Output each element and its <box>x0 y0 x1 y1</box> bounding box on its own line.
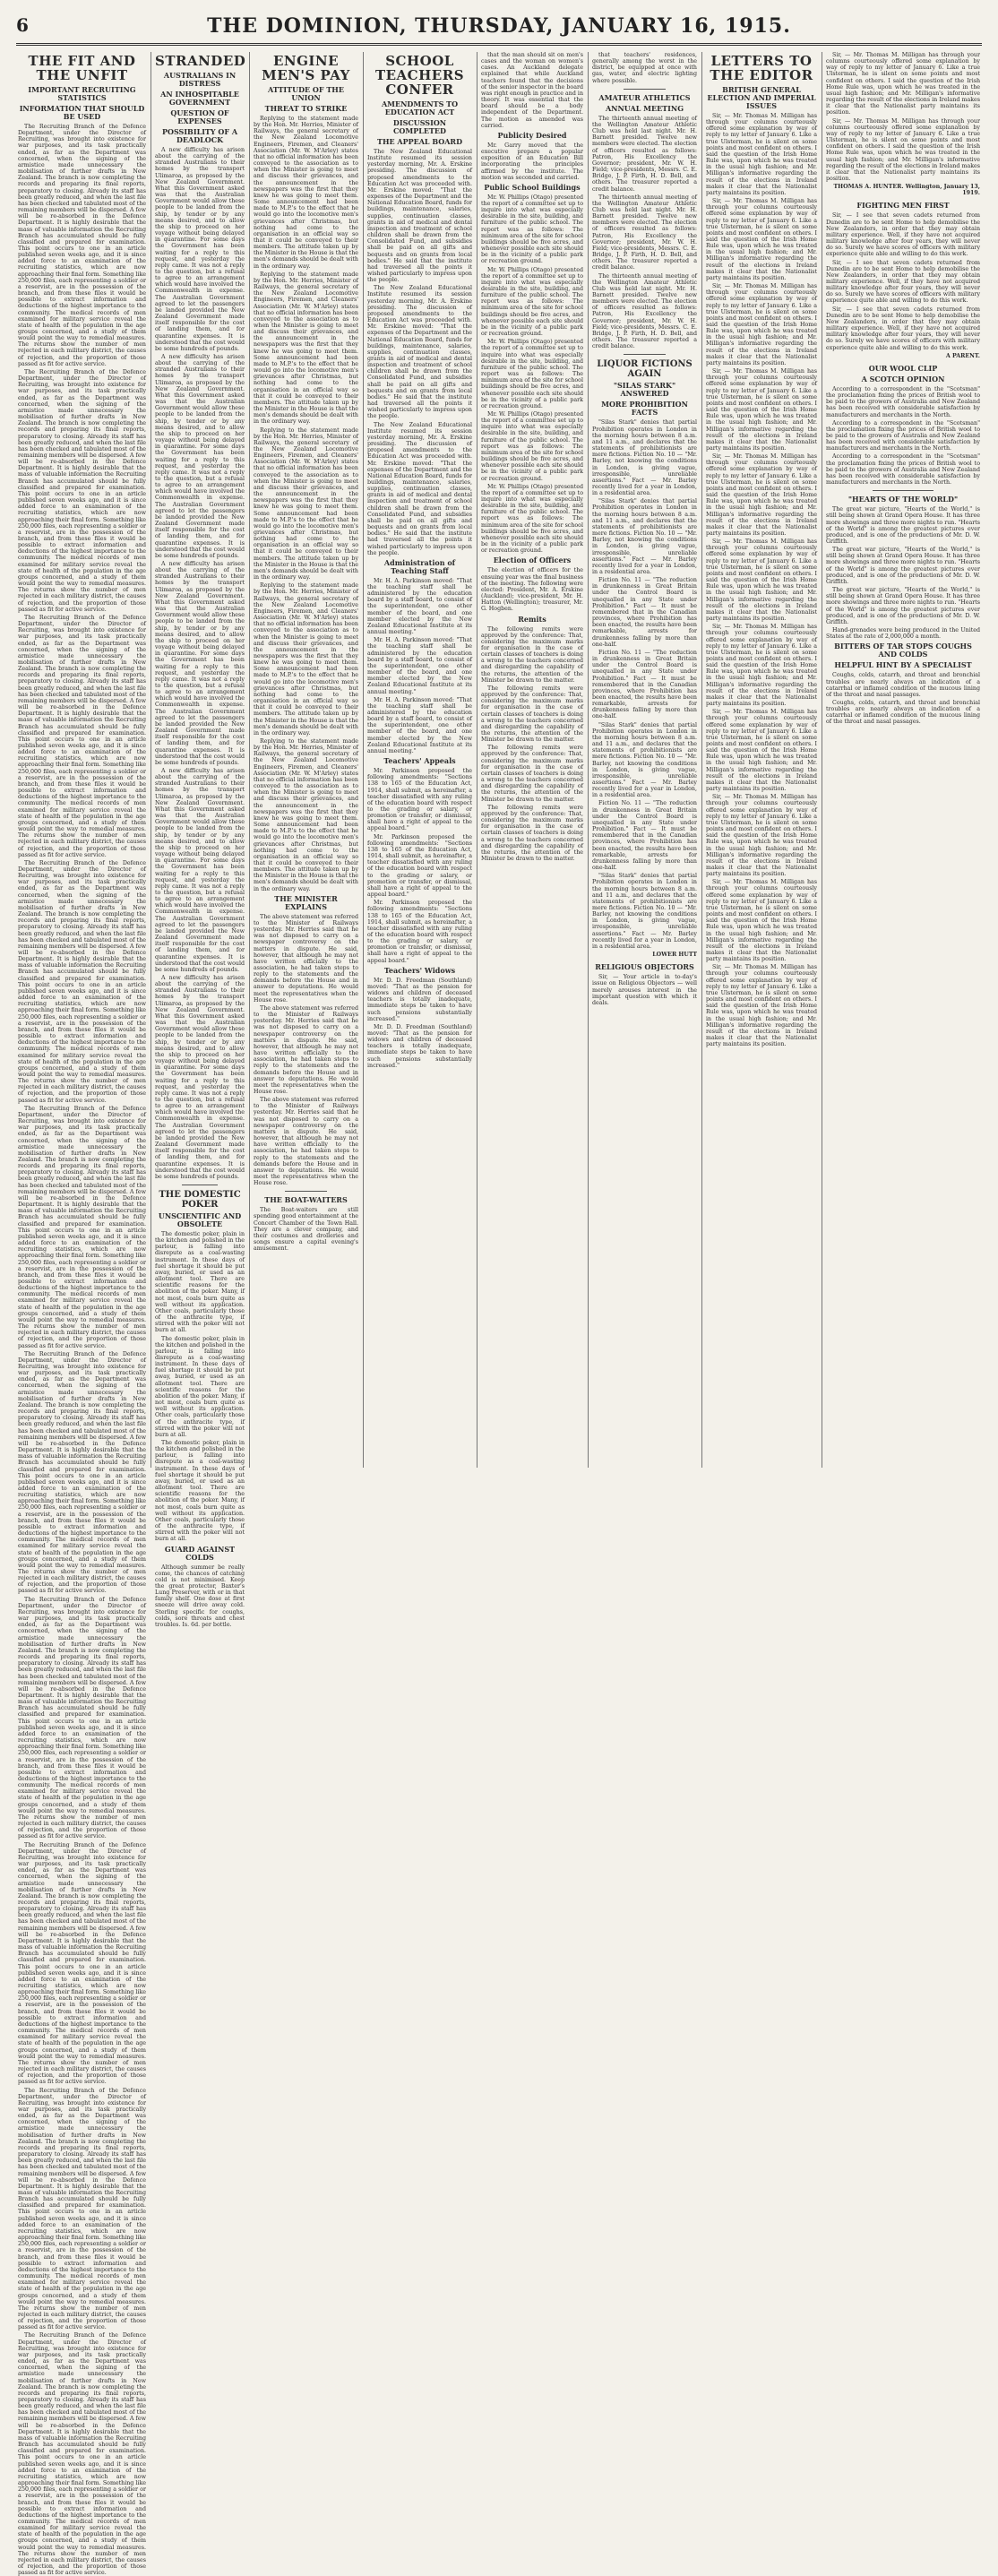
subheadline: BITTERS OF TAR STOPS COUGHS AND COLDS <box>834 642 972 659</box>
article-body: Coughs, colds, catarrh, and throat and bronchial troubles are nearly always an indication of a catarrhal or inflamed condition of the mucous lining of the throat and nasal passages. <box>826 672 980 698</box>
article-body: Mr. Parkinson proposed the following amendments: "Sections 138 to 165 of the Education Act, 1914, shall submit, as hereinafter, a teacher dissatisfied with any ruling of the education board with respect to the grading or salary, or promotion or transfer, or dismissal, shall have a right of appeal to the appeal board." <box>367 833 472 899</box>
column-rule <box>588 52 589 1468</box>
subheadline: AMATEUR ATHLETICS <box>598 92 691 102</box>
article-body: Sir, — Mr. Thomas M. Milligan has through your columns courteously offered some explanation by way of reply to my letter of January 6. Like a true Ulsterman, he is silent on some points and most confident on others. I said the question of the Irish Home Rule was, upon which he was treated in the usual high fashion; and Mr. Milligan's informative regarding the result of the elections in Ireland makes it clear that the Nationalist party maintains its position. <box>706 368 817 452</box>
article-body: "Silas Stark" denies that partial Prohibition operates in London in the morning hours between 8 a.m. and 11 a.m., and declares that the statements of prohibitionists are mere fictions. Fiction No. 10 — "Mr. Barley, not knowing the conditions in London, is giving vague, irresponsible, unreliable assertions." Fact — Mr. Barley recently lived for a year in London, in a residential area. <box>592 419 697 497</box>
article-body: Replying to the statement made by the Hon. Mr. Herries, Minister of Railways, the general secretary of the New Zealand Locomotive Engineers, Firemen, and Cleaners' Association (Mr. W. M'Arley) states that no official information has been conveyed to the association as to when the Minister is going to meet and discuss their grievances, and the announcement in the newspapers was the first that they knew he was going to meet them. Some announcement had been made to M.P.'s to the effect that he would go into the locomotive men's grievances after Christmas, but nothing had come to the organisation in an official way so that it could be conveyed to their members. The attitude taken up by the Minister in the House is that the men's demands should be dealt with in the ordinary way. <box>254 582 358 737</box>
article-body: A new difficulty has arisen about the carrying of the stranded Australians to their homes by the transport Ulimaroa, as proposed by the New Zealand Government. What this Government asked was that the Australian Government would allow these people to be landed from the ship, by tender or by any means desired, and to allow the ship to proceed on her voyage without being delayed in quarantine. For some days the Government has been waiting for a reply to this request, and yesterday the reply came. It was not a reply to the question, but a refusal to agree to an arrangement which would have involved the Commonwealth in expense. The Australian Government agreed to let the passengers be landed provided the New Zealand Government made itself responsible for the cost of landing them, and for quarantine expenses. It is understood that the cost would be some hundreds of pounds. <box>155 975 245 1180</box>
article-athletics-liquor <box>592 52 697 1468</box>
signature: LOWER HUTT <box>652 952 697 959</box>
article-body: Sir, — Mr. Thomas M. Milligan has through your columns courteously offered some explanation by way of reply to my letter of January 6. Like a true Ulsterman, he is silent on some points and most confident on others. I said the question of the Irish Home Rule was, upon which he was treated in the usual high fashion; and Mr. Milligan's informative regarding the result of the elections in Ireland makes it clear that the Nationalist party maintains its position. <box>706 964 817 1048</box>
letters-to-the-editor-2 <box>826 52 980 1468</box>
article-body: Replying to the statement made by the Hon. Mr. Herries, Minister of Railways, the general secretary of the New Zealand Locomotive Engineers, Firemen, and Cleaners' Association (Mr. W. M'Arley) states that no official information has been conveyed to the association as to when the Minister is going to meet and discuss their grievances, and the announcement in the newspapers was the first that they knew he was going to meet them. Some announcement had been made to M.P.'s to the effect that he would go into the locomotive men's grievances after Christmas, but nothing had come to the organisation in an official way so that it could be conveyed to their members. The attitude taken up by the Minister in the House is that the men's demands should be dealt with in the ordinary way. <box>254 738 358 892</box>
article-body: The following remits were approved by the conference: That, considering the maximum marks for organisation in the case of certain classes of teachers is doing a wrong to the teachers concerned and disregarding the capability of the returns, the attention of the Minister be drawn to the matter. <box>481 625 583 684</box>
article-body: Mr. W. Phillips (Otago) presented the report of a committee set up to inquire into what was especially desirable in the site, building, and furniture of the public school. The report was as follows: The minimum area of the site for school buildings should be five acres, and whenever possible each site should be in the vicinity of a public park or recreation ground. <box>481 266 583 338</box>
article-body: Sir, — Mr. Thomas M. Milligan has through your columns courteously offered some explanation by way of reply to my letter of January 6. Like a true Ulsterman, he is silent on some points and most confident on others. I said the question of the Irish Home Rule was, upon which he was treated in the usual high fashion; and Mr. Milligan's informative regarding the result of the elections in Ireland makes it clear that the Nationalist party maintains its position. <box>706 198 817 281</box>
article-body: Sir, — I see that seven cadets returned from Dunedin are to be sent Home to help demobilise the New Zealanders, in order that they may obtain military experience. Well, if they have not acquired military knowledge after four years, they will never do so. Surely we have scores of officers with military experience quite able and willing to do this work. <box>826 212 980 258</box>
article-body: Sir, — Mr. Thomas M. Milligan has through your columns courteously offered some explanation by way of reply to my letter of January 6. Like a true Ulsterman, he is silent on some points and most confident on others. I said the question of the Irish Home Rule was, upon which he was treated in the usual high fashion; and Mr. Milligan's informative regarding the result of the elections in Ireland makes it clear that the Nationalist party maintains its position. <box>826 52 980 116</box>
article-body: The great war picture, "Hearts of the World," is still being shown at Grand Opera House. It has three more showings and three more nights to run. "Hearts of the World" is among the greatest pictures ever produced, and is one of the productions of Mr. D. W. Griffith. <box>826 587 980 625</box>
headline: LETTERS TO THE EDITOR <box>710 53 813 83</box>
subheadline: Administration of Teaching Staff <box>383 557 456 575</box>
article-body: The New Zealand Educational Institute resumed its session yesterday morning, Mr. A. Erskine presiding. The discussion of proposed amendments to the Education Act was proceeded with. Mr. Erskine moved: "That the expenses of the Department and the National Education Board, funds for buildings, maintenance, salaries, supplies, continuation classes, grants in aid of medical and dental inspection and treatment of school children shall be drawn from the Consolidated Fund, and subsidies shall be paid on all gifts and bequests and on grants from local bodies." He said that the institute had traversed all the points it wished particularly to impress upon the people. <box>367 421 472 556</box>
article-body: Fiction No. 11 — "The reduction in drunkenness in Great Britain under the Control Board is unequalled in any State under Prohibition." Fact — It must be remembered that in the Canadian provinces, where Prohibition has been enacted, the results have been remarkable, arrests for drunkenness falling by more than one-half. <box>592 649 697 720</box>
article-body: Mr. Garry moved that the executive prepare a popular exposition of an Education Bill incorporating the principles affirmed by the institute. The motion was seconded and carried. <box>481 142 583 181</box>
subheadline: MORE PROHIBITION FACTS <box>601 400 688 418</box>
article-body: The Recruiting Branch of the Defence Department, under the Director of Recruiting, was brought into existence for war purposes, and its task practically ended, as far as the Department was concerned, when the signing of the armistice made unnecessary the mobilisation of further drafts in New Zealand. The branch is now completing the records and preparing its final reports, preparatory to closing. Already its staff has been greatly reduced, and when the last file has been checked and tabulated most of the remaining members will be dispersed. A few will be re-absorbed in the Defence Department. It is highly desirable that the mass of valuable information the Recruiting Branch has accumulated should be fully classified and prepared for examination. This point occurs to one in an article published seven weeks ago, and it is since added force to an examination of the recruiting statistics, which are now approaching their final form. Something like 250,000 files, each representing a soldier or a reservist, are in the possession of the branch, and from these files it would be possible to extract information and deductions of the highest importance to the community. The medical records of men examined for military service reveal the state of health of the population in the age groups concerned, and a study of them would point the way to remedial measures. The returns show the number of men rejected in each military district, the causes of rejection, and the proportion of those passed as fit for active service. <box>18 1105 146 1349</box>
article-stranded <box>155 52 246 1628</box>
subheadline: ANNUAL MEETING <box>605 103 684 113</box>
subheadline: THE BOAT-WAITERS <box>264 1195 348 1205</box>
subheadline: THE MINISTER EXPLAINS <box>274 893 338 911</box>
subheadline: THREAT TO STRIKE <box>264 104 348 113</box>
divider <box>624 89 666 90</box>
article-body: A new difficulty has arisen about the carrying of the stranded Australians to their homes by the transport Ulimaroa, as proposed by the New Zealand Government. What this Government asked was that the Australian Government would allow these people to be landed from the ship, by tender or by any means desired, and to allow the ship to proceed on her voyage without being delayed in quarantine. For some days the Government has been waiting for a reply to this request, and yesterday the reply came. It was not a reply to the question, but a refusal to agree to an arrangement which would have involved the Commonwealth in expense. The Australian Government agreed to let the passengers be landed provided the New Zealand Government made itself responsible for the cost of landing them, and for quarantine expenses. It is understood that the cost would be some hundreds of pounds. <box>155 561 245 766</box>
article-body: Hand-grenades were being produced in the United States at the rate of 2,000,000 a month. <box>826 627 980 641</box>
article-body: The Boat-waiters are still spending good entertainment at the Concert Chamber of the Town Hall. They are a clever company, and their costumes and drolleries and songs ensure a capital evening's amusement. <box>254 1207 358 1253</box>
subheadline: Public School Buildings <box>484 182 581 192</box>
divider <box>624 354 666 355</box>
article-body: Coughs, colds, catarrh, and throat and bronchial troubles are nearly always an indication of a catarrhal or inflamed condition of the mucous lining of the throat and nasal passages. <box>826 699 980 726</box>
subheadline: "SILAS STARK" ANSWERED <box>613 381 676 399</box>
article-body: The thirteenth annual meeting of the Wellington Amateur Athletic Club was held last night. Mr. H. Barnett presided. Twelve new members were elected. The election of officers resulted as follows: Patron, His Excellency the Governor; president, Mr. W. H. Field; vice-presidents, Messrs. C. E. Bridge, J. P. Firth, H. D. Bell, and others. The treasurer reported a credit balance. <box>592 272 697 350</box>
article-body: The Recruiting Branch of the Defence Department, under the Director of Recruiting, was brought into existence for war purposes, and its task practically ended, as far as the Department was concerned, when the signing of the armistice made unnecessary the mobilisation of further drafts in New Zealand. The branch is now completing the records and preparing its final reports, preparatory to closing. Already its staff has been greatly reduced, and when the last file has been checked and tabulated most of the remaining members will be dispersed. A few will be re-absorbed in the Defence Department. It is highly desirable that the mass of valuable information the Recruiting Branch has accumulated should be fully classified and prepared for examination. This point occurs to one in an article published seven weeks ago, and it is since added force to an examination of the recruiting statistics, which are now approaching their final form. Something like 250,000 files, each representing a soldier or a reservist, are in the possession of the branch, and from these files it would be possible to extract information and deductions of the highest importance to the community. The medical records of men examined for military service reveal the state of health of the population in the age groups concerned, and a study of them would point the way to remedial measures. The returns show the number of men rejected in each military district, the causes of rejection, and the proportion of those passed as fit for active service. <box>18 2087 146 2331</box>
subheadline: QUESTION OF EXPENSES <box>170 108 229 125</box>
signature: THOMAS A. HUNTER. Wellington, January 13, 1919. <box>833 184 980 197</box>
article-body: Sir, — Mr. Thomas M. Milligan has through your columns courteously offered some explanation by way of reply to my letter of January 6. Like a true Ulsterman, he is silent on some points and most confident on others. I said the question of the Irish Home Rule was, upon which he was treated in the usual high fashion; and Mr. Milligan's informative regarding the result of the elections in Ireland makes it clear that the Nationalist party maintains its position. <box>706 538 817 623</box>
subheadline: THE DOMESTIC POKER <box>159 1190 241 1210</box>
article-body: The New Zealand Educational Institute resumed its session yesterday morning, Mr. A. Erskine presiding. The discussion of proposed amendments to the Education Act was proceeded with. Mr. Erskine moved: "That the expenses of the Department and the National Education Board, funds for buildings, maintenance, salaries, supplies, continuation classes, grants in aid of medical and dental inspection and treatment of school children shall be drawn from the Consolidated Fund, and subsidies shall be paid on all gifts and bequests and on grants from local bodies." He said that the institute had traversed all the points it wished particularly to impress upon the people. <box>367 285 472 420</box>
article-body: The following remits were approved by the conference: That, considering the maximum marks for organisation in the case of certain classes of teachers is doing a wrong to the teachers concerned and disregarding the capability of the returns, the attention of the Minister be drawn to the matter. <box>481 685 583 744</box>
article-body: Sir, — I see that seven cadets returned from Dunedin are to be sent Home to help demobilise the New Zealanders, in order that they may obtain military experience. Well, if they have not acquired military knowledge after four years, they will never do so. Surely we have scores of officers with military experience quite able and willing to do this work. <box>826 306 980 351</box>
column-rule <box>363 52 364 1468</box>
subheadline: THE APPEAL BOARD <box>376 137 463 146</box>
subheadline: IMPORTANT RECRUITING STATISTICS <box>28 85 136 102</box>
subheadline: GUARD AGAINST COLDS <box>164 1544 236 1562</box>
article-body: The above statement was referred to the Minister of Railways yesterday. Mr. Herries said that he was not disposed to carry on a newspaper controversy on the matters in dispute. He said, however, that although he may not have written officially to the association, he had taken steps to reply to the statements and the demands before the House and in answer to deputations. He would meet the representatives when the House rose. <box>254 1004 358 1095</box>
article-body: Mr. W. Phillips (Otago) presented the report of a committee set up to inquire into what was especially desirable in the site, building, and furniture of the public school. The report was as follows: The minimum area of the site for school buildings should be five acres, and whenever possible each site should be in the vicinity of a public park or recreation ground. <box>481 410 583 482</box>
article-body: Mr. W. Phillips (Otago) presented the report of a committee set up to inquire into what was especially desirable in the site, building, and furniture of the public school. The report was as follows: The minimum area of the site for school buildings should be five acres, and whenever possible each site should be in the vicinity of a public park or recreation ground. <box>481 483 583 555</box>
article-body: The Recruiting Branch of the Defence Department, under the Director of Recruiting, was brought into existence for war purposes, and its task practically ended, as far as the Department was concerned, when the signing of the armistice made unnecessary the mobilisation of further drafts in New Zealand. The branch is now completing the records and preparing its final reports, preparatory to closing. Already its staff has been greatly reduced, and when the last file has been checked and tabulated most of the remaining members will be dispersed. A few will be re-absorbed in the Defence Department. It is highly desirable that the mass of valuable information the Recruiting Branch has accumulated should be fully classified and prepared for examination. This point occurs to one in an article published seven weeks ago, and it is since added force to an examination of the recruiting statistics, which are now approaching their final form. Something like 250,000 files, each representing a soldier or a reservist, are in the possession of the branch, and from these files it would be possible to extract information and deductions of the highest importance to the community. The medical records of men examined for military service reveal the state of health of the population in the age groups concerned, and a study of them would point the way to remedial measures. The returns show the number of men rejected in each military district, the causes of rejection, and the proportion of those passed as fit for active service. <box>18 859 146 1104</box>
article-body: A new difficulty has arisen about the carrying of the stranded Australians to their homes by the transport Ulimaroa, as proposed by the New Zealand Government. What this Government asked was that the Australian Government would allow these people to be landed from the ship, by tender or by any means desired, and to allow the ship to proceed on her voyage without being delayed in quarantine. For some days the Government has been waiting for a reply to this request, and yesterday the reply came. It was not a reply to the question, but a refusal to agree to an arrangement which would have involved the Commonwealth in expense. The Australian Government agreed to let the passengers be landed provided the New Zealand Government made itself responsible for the cost of landing them, and for quarantine expenses. It is understood that the cost would be some hundreds of pounds. <box>155 147 245 352</box>
article-body: Sir, — I see that seven cadets returned from Dunedin are to be sent Home to help demobilise the New Zealanders, in order that they may obtain military experience. Well, if they have not acquired military knowledge after four years, they will never do so. Surely we have scores of officers with military experience quite able and willing to do this work. <box>826 259 980 305</box>
subheadline: FIGHTING MEN FIRST <box>856 201 950 211</box>
headline: THE FIT AND THE UNFIT <box>28 53 136 83</box>
article-body: The Recruiting Branch of the Defence Department, under the Director of Recruiting, was brought into existence for war purposes, and its task practically ended, as far as the Department was concerned, when the signing of the armistice made unnecessary the mobilisation of further drafts in New Zealand. The branch is now completing the records and preparing its final reports, preparatory to closing. Already its staff has been greatly reduced, and when the last file has been checked and tabulated most of the remaining members will be dispersed. A few will be re-absorbed in the Defence Department. It is highly desirable that the mass of valuable information the Recruiting Branch has accumulated should be fully classified and prepared for examination. This point occurs to one in an article published seven weeks ago, and it is since added force to an examination of the recruiting statistics, which are now approaching their final form. Something like 250,000 files, each representing a soldier or a reservist, are in the possession of the branch, and from these files it would be possible to extract information and deductions of the highest importance to the community. The medical records of men examined for military service reveal the state of health of the population in the age groups concerned, and a study of them would point the way to remedial measures. The returns show the number of men rejected in each military district, the causes of rejection, and the proportion of those passed as fit for active service. <box>18 2332 146 2576</box>
article-body: Mr. H. A. Parkinson moved: "That the teaching staff shall be administered by the education board by a staff board, to consist of the superintendent, one other member of the board, and one member elected by the New Zealand Educational Institute at its annual meeting." <box>367 637 472 695</box>
article-body: The thirteenth annual meeting of the Wellington Amateur Athletic Club was held last night. Mr. H. Barnett presided. Twelve new members were elected. The election of officers resulted as follows: Patron, His Excellency the Governor; president, Mr. W. H. Field; vice-presidents, Messrs. C. E. Bridge, J. P. Firth, H. D. Bell, and others. The treasurer reported a credit balance. <box>592 194 697 271</box>
article-body: Sir, — Mr. Thomas M. Milligan has through your columns courteously offered some explanation by way of reply to my letter of January 6. Like a true Ulsterman, he is silent on some points and most confident on others. I said the question of the Irish Home Rule was, upon which he was treated in the usual high fashion; and Mr. Milligan's informative regarding the result of the elections in Ireland makes it clear that the Nationalist party maintains its position. <box>706 283 817 366</box>
subheadline: INFORMATION THAT SHOULD BE USED <box>19 104 145 121</box>
article-body: that the man should sit on men's cases and the woman on women's cases. An Auckland delegate explained that while Auckland teachers found that the decisions of the senior inspector in the board was right enough in practice and in theory. It was essential that the board should be a body independent of the Department. The motion as amended was carried. <box>481 52 583 129</box>
newspaper-title: THE DOMINION, THURSDAY, JANUARY 16, 1915. <box>207 14 791 38</box>
signature: A PARENT. <box>945 352 980 359</box>
article-body: Sir, — Mr. Thomas M. Milligan has through your columns courteously offered some explanation by way of reply to my letter of January 6. Like a true Ulsterman, he is silent on some points and most confident on others. I said the question of the Irish Home Rule was, upon which he was treated in the usual high fashion; and Mr. Milligan's informative regarding the result of the elections in Ireland makes it clear that the Nationalist party maintains its position. <box>706 624 817 708</box>
article-body: Sir, — Mr. Thomas M. Milligan has through your columns courteously offered some explanation by way of reply to my letter of January 6. Like a true Ulsterman, he is silent on some points and most confident on others. I said the question of the Irish Home Rule was, upon which he was treated in the usual high fashion; and Mr. Milligan's informative regarding the result of the elections in Ireland makes it clear that the Nationalist party maintains its position. <box>706 879 817 963</box>
article-body: Replying to the statement made by the Hon. Mr. Herries, Minister of Railways, the general secretary of the New Zealand Locomotive Engineers, Firemen, and Cleaners' Association (Mr. W. M'Arley) states that no official information has been conveyed to the association as to when the Minister is going to meet and discuss their grievances, and the announcement in the newspapers was the first that they knew he was going to meet them. Some announcement had been made to M.P.'s to the effect that he would go into the locomotive men's grievances after Christmas, but nothing had come to the organisation in an official way so that it could be conveyed to their members. The attitude taken up by the Minister in the House is that the men's demands should be dealt with in the ordinary way. <box>254 116 358 270</box>
subheadline: Remits <box>518 614 546 624</box>
article-body: The above statement was referred to the Minister of Railways yesterday. Mr. Herries said that he was not disposed to carry on a newspaper controversy on the matters in dispute. He said, however, that although he may not have written officially to the association, he had taken steps to reply to the statements and the demands before the House and in answer to deputations. He would meet the representatives when the House rose. <box>254 1097 358 1187</box>
article-body: The above statement was referred to the Minister of Railways yesterday. Mr. Herries said that he was not disposed to carry on a newspaper controversy on the matters in dispute. He said, however, that although he may not have written officially to the association, he had taken steps to reply to the statements and the demands before the House and in answer to deputations. He would meet the representatives when the House rose. <box>254 913 358 1004</box>
article-body: The election of officers for the ensuing year was the final business of the meeting. The following were elected: President, Mr. A. Erskine (Auckland); vice-president, Mr. H. Hatton (Wellington); treasurer, Mr. G. Hogben. <box>481 567 583 613</box>
article-body: that teachers' residences, generally among the worst in the district, be equipped at once with gas, water, and electric lighting where possible. <box>592 52 697 84</box>
divider <box>873 490 934 491</box>
article-body: "Silas Stark" denies that partial Prohibition operates in London in the morning hours between 8 a.m. and 11 a.m., and declares that the statements of prohibitionists are mere fictions. Fiction No. 10 — "Mr. Barley, not knowing the conditions in London, is giving vague, irresponsible, unreliable assertions." Fact — Mr. Barley recently lived for a year in London, in a residential area. <box>592 721 697 799</box>
article-body: Mr. D. D. Freedman (Southland) moved: "That as the pension for widows and children of deceased teachers is totally inadequate, immediate steps be taken to have such pensions substantially increased." <box>367 1023 472 1069</box>
headline: STRANDED <box>155 53 246 69</box>
article-body: Mr. W. Phillips (Otago) presented the report of a committee set up to inquire into what was especially desirable in the site, building, and furniture of the public school. The report was as follows: The minimum area of the site for school buildings should be five acres, and whenever possible each site should be in the vicinity of a public park or recreation ground. <box>481 339 583 409</box>
subheadline: BRITISH GENERAL ELECTION AND IMPERIAL ISSUES <box>707 85 816 110</box>
article-body: The following remits were approved by the conference: That, considering the maximum marks for organisation in the case of certain classes of teachers is doing a wrong to the teachers concerned and disregarding the capability of the returns, the attention of the Minister be drawn to the matter. <box>481 804 583 862</box>
article-body: Fiction No. 11 — "The reduction in drunkenness in Great Britain under the Control Board is unequalled in any State under Prohibition." Fact — It must be remembered that in the Canadian provinces, where Prohibition has been enacted, the results have been remarkable, arrests for drunkenness falling by more than one-half. <box>592 577 697 648</box>
subheadline: Publicity Desired <box>497 130 567 140</box>
article-body: The Recruiting Branch of the Defence Department, under the Director of Recruiting, was brought into existence for war purposes, and its task practically ended, as far as the Department was concerned, when the signing of the armistice made unnecessary the mobilisation of further drafts in New Zealand. The branch is now completing the records and preparing its final reports, preparatory to closing. Already its staff has been greatly reduced, and when the last file has been checked and tabulated most of the remaining members will be dispersed. A few will be re-absorbed in the Defence Department. It is highly desirable that the mass of valuable information the Recruiting Branch has accumulated should be fully classified and prepared for examination. This point occurs to one in an article published seven weeks ago, and it is since added force to an examination of the recruiting statistics, which are now approaching their final form. Something like 250,000 files, each representing a soldier or a reservist, are in the possession of the branch, and from these files it would be possible to extract information and deductions of the highest importance to the community. The medical records of men examined for military service reveal the state of health of the population in the age groups concerned, and a study of them would point the way to remedial measures. The returns show the number of men rejected in each military district, the causes of rejection, and the proportion of those passed as fit for active service. <box>18 1841 146 2086</box>
subheadline: Teachers' Appeals <box>383 756 456 766</box>
subheadline: AN INHOSPITABLE GOVERNMENT <box>160 90 239 107</box>
subheadline: "HEARTS OF THE WORLD" <box>847 495 959 504</box>
subheadline: Election of Officers <box>493 556 572 565</box>
article-body: Mr. H. A. Parkinson moved: "That the teaching staff shall be administered by the education board by a staff board, to consist of the superintendent, one other member of the board, and one member elected by the New Zealand Educational Institute at its annual meeting." <box>367 577 472 636</box>
article-fit-and-unfit <box>18 52 146 2576</box>
article-body: The domestic poker, plain in the kitchen and polished in the parlour, is falling into disrepute as a coal-wasting instrument. In these days of fuel shortage it should be put away, buried, or used as an allotment tool. There are scientific reasons for the abolition of the poker. Many, if not most, coals burn quite as well without its application. Other coals, particularly those of the anthracite type, if stirred with the poker will not burn at all. <box>155 1335 245 1438</box>
article-body: The New Zealand Educational Institute resumed its session yesterday morning, Mr. A. Erskine presiding. The discussion of proposed amendments to the Education Act was proceeded with. Mr. Erskine moved: "That the expenses of the Department and the National Education Board, funds for buildings, maintenance, salaries, supplies, continuation classes, grants in aid of medical and dental inspection and treatment of school children shall be drawn from the Consolidated Fund, and subsidies shall be paid on all gifts and bequests and on grants from local bodies." He said that the institute had traversed all the points it wished particularly to impress upon the people. <box>367 149 472 284</box>
subheadline: UNSCIENTIFIC AND OBSOLETE <box>158 1211 242 1228</box>
article-body: The Recruiting Branch of the Defence Department, under the Director of Recruiting, was brought into existence for war purposes, and its task practically ended, as far as the Department was concerned, when the signing of the armistice made unnecessary the mobilisation of further drafts in New Zealand. The branch is now completing the records and preparing its final reports, preparatory to closing. Already its staff has been greatly reduced, and when the last file has been checked and tabulated most of the remaining members will be dispersed. A few will be re-absorbed in the Defence Department. It is highly desirable that the mass of valuable information the Recruiting Branch has accumulated should be fully classified and prepared for examination. This point occurs to one in an article published seven weeks ago, and it is since added force to an examination of the recruiting statistics, which are now approaching their final form. Something like 250,000 files, each representing a soldier or a reservist, are in the possession of the branch, and from these files it would be possible to extract information and deductions of the highest importance to the community. The medical records of men examined for military service reveal the state of health of the population in the age groups concerned, and a study of them would point the way to remedial measures. The returns show the number of men rejected in each military district, the causes of rejection, and the proportion of those passed as fit for active service. <box>18 124 146 367</box>
article-body: Mr. H. A. Parkinson moved: "That the teaching staff shall be administered by the education board by a staff board, to consist of the superintendent, one other member of the board, and one member elected by the New Zealand Educational Institute at its annual meeting." <box>367 696 472 754</box>
article-body: The Recruiting Branch of the Defence Department, under the Director of Recruiting, was brought into existence for war purposes, and its task practically ended, as far as the Department was concerned, when the signing of the armistice made unnecessary the mobilisation of further drafts in New Zealand. The branch is now completing the records and preparing its final reports, preparatory to closing. Already its staff has been greatly reduced, and when the last file has been checked and tabulated most of the remaining members will be dispersed. A few will be re-absorbed in the Defence Department. It is highly desirable that the mass of valuable information the Recruiting Branch has accumulated should be fully classified and prepared for examination. This point occurs to one in an article published seven weeks ago, and it is since added force to an examination of the recruiting statistics, which are now approaching their final form. Something like 250,000 files, each representing a soldier or a reservist, are in the possession of the branch, and from these files it would be possible to extract information and deductions of the highest importance to the community. The medical records of men examined for military service reveal the state of health of the population in the age groups concerned, and a study of them would point the way to remedial measures. The returns show the number of men rejected in each military district, the causes of rejection, and the proportion of those passed as fit for active service. <box>18 368 146 613</box>
article-body: Fiction No. 11 — "The reduction in drunkenness in Great Britain under the Control Board is unequalled in any State under Prohibition." Fact — It must be remembered that in the Canadian provinces, where Prohibition has been enacted, the results have been remarkable, arrests for drunkenness falling by more than one-half. <box>592 800 697 872</box>
advertisement: Although summer be really come, the chances of catching cold is not minimised. Keep the great protector, Baxter's Lung Preserver, with or in that family shelf. One dose at first sneeze will drive away cold. Sterling specific for coughs, colds, sore throats and chest troubles. Is. 6d. per bottle. <box>155 1564 245 1628</box>
subheadline: ATTITUDE OF THE UNION <box>268 85 344 102</box>
article-body: A new difficulty has arisen about the carrying of the stranded Australians to their homes by the transport Ulimaroa, as proposed by the New Zealand Government. What this Government asked was that the Australian Government would allow these people to be landed from the ship, by tender or by any means desired, and to allow the ship to proceed on her voyage without being delayed in quarantine. For some days the Government has been waiting for a reply to this request, and yesterday the reply came. It was not a reply to the question, but a refusal to agree to an arrangement which would have involved the Commonwealth in expense. The Australian Government agreed to let the passengers be landed provided the New Zealand Government made itself responsible for the cost of landing them, and for quarantine expenses. It is understood that the cost would be some hundreds of pounds. <box>155 768 245 973</box>
article-engine-mens-pay <box>254 52 358 1468</box>
article-body: The following remits were approved by the conference: That, considering the maximum marks for organisation in the case of certain classes of teachers is doing a wrong to the teachers concerned and disregarding the capability of the returns, the attention of the Minister be drawn to the matter. <box>481 745 583 803</box>
article-body: According to a correspondent in the "Scotsman" the proclamation fixing the prices of British wool to be paid to the growers of Australia and New Zealand has been received with considerable satisfaction by manufacturers and merchants in the North. <box>826 453 980 487</box>
subheadline: HELPFUL HINT BY A SPECIALIST <box>834 660 972 670</box>
article-body: "Silas Stark" denies that partial Prohibition operates in London in the morning hours between 8 a.m. and 11 a.m., and declares that the statements of prohibitionists are mere fictions. Fiction No. 10 — "Mr. Barley, not knowing the conditions in London, is giving vague, irresponsible, unreliable assertions." Fact — Mr. Barley recently lived for a year in London, in a residential area. <box>592 873 697 950</box>
divider <box>285 1191 327 1192</box>
article-body: According to a correspondent in the "Scotsman" the proclamation fixing the prices of British wool to be paid to the growers of Australia and New Zealand has been received with considerable satisfaction by manufacturers and merchants in the North. <box>826 385 980 418</box>
article-body: According to a correspondent in the "Scotsman" the proclamation fixing the prices of British wool to be paid to the growers of Australia and New Zealand has been received with considerable satisfaction by manufacturers and merchants in the North. <box>826 419 980 452</box>
subheadline: POSSIBILITY OF A DEADLOCK <box>161 127 238 144</box>
article-body: The domestic poker, plain in the kitchen and polished in the parlour, is falling into disrepute as a coal-wasting instrument. In these days of fuel shortage it should be put away, buried, or used as an allotment tool. There are scientific reasons for the abolition of the poker. Many, if not most, coals burn quite as well without its application. Other coals, particularly those of the anthracite type, if stirred with the poker will not burn at all. <box>155 1231 245 1334</box>
article-body: Sir, — Mr. Thomas M. Milligan has through your columns courteously offered some explanation by way of reply to my letter of January 6. Like a true Ulsterman, he is silent on some points and most confident on others. I said the question of the Irish Home Rule was, upon which he was treated in the usual high fashion; and Mr. Milligan's informative regarding the result of the elections in Ireland makes it clear that the Nationalist party maintains its position. <box>706 453 817 537</box>
subheadline: AMENDMENTS TO EDUCATION ACT <box>381 99 459 116</box>
column-rule <box>701 52 702 1468</box>
subheadline: AUSTRALIANS IN DISTRESS <box>163 71 237 88</box>
article-body: A new difficulty has arisen about the carrying of the stranded Australians to their homes by the transport Ulimaroa, as proposed by the New Zealand Government. What this Government asked was that the Australian Government would allow these people to be landed from the ship, by tender or by any means desired, and to allow the ship to proceed on her voyage without being delayed in quarantine. For some days the Government has been waiting for a reply to this request, and yesterday the reply came. It was not a reply to the question, but a refusal to agree to an arrangement which would have involved the Commonwealth in expense. The Australian Government agreed to let the passengers be landed provided the New Zealand Government made itself responsible for the cost of landing them, and for quarantine expenses. It is understood that the cost would be some hundreds of pounds. <box>155 354 245 559</box>
article-body: The Recruiting Branch of the Defence Department, under the Director of Recruiting, was brought into existence for war purposes, and its task practically ended, as far as the Department was concerned, when the signing of the armistice made unnecessary the mobilisation of further drafts in New Zealand. The branch is now completing the records and preparing its final reports, preparatory to closing. Already its staff has been greatly reduced, and when the last file has been checked and tabulated most of the remaining members will be dispersed. A few will be re-absorbed in the Defence Department. It is highly desirable that the mass of valuable information the Recruiting Branch has accumulated should be fully classified and prepared for examination. This point occurs to one in an article published seven weeks ago, and it is since added force to an examination of the recruiting statistics, which are now approaching their final form. Something like 250,000 files, each representing a soldier or a reservist, are in the possession of the branch, and from these files it would be possible to extract information and deductions of the highest importance to the community. The medical records of men examined for military service reveal the state of health of the population in the age groups concerned, and a study of them would point the way to remedial measures. The returns show the number of men rejected in each military district, the causes of rejection, and the proportion of those passed as fit for active service. <box>18 1596 146 1840</box>
masthead <box>16 13 982 46</box>
article-body: The great war picture, "Hearts of the World," is still being shown at Grand Opera House. It has three more showings and three more nights to run. "Hearts of the World" is among the greatest pictures ever produced, and is one of the productions of Mr. D. W. Griffith. <box>826 547 980 585</box>
subheadline: RELIGIOUS OBJECTORS <box>595 962 694 972</box>
article-body: The domestic poker, plain in the kitchen and polished in the parlour, is falling into disrepute as a coal-wasting instrument. In these days of fuel shortage it should be put away, buried, or used as an allotment tool. There are scientific reasons for the abolition of the poker. Many, if not most, coals burn quite as well without its application. Other coals, particularly those of the anthracite type, if stirred with the poker will not burn at all. <box>155 1440 245 1543</box>
article-body: The thirteenth annual meeting of the Wellington Amateur Athletic Club was held last night. Mr. H. Barnett presided. Twelve new members were elected. The election of officers resulted as follows: Patron, His Excellency the Governor; president, Mr. W. H. Field; vice-presidents, Messrs. C. E. Bridge, J. P. Firth, H. D. Bell, and others. The treasurer reported a credit balance. <box>592 115 697 193</box>
article-body: Replying to the statement made by the Hon. Mr. Herries, Minister of Railways, the general secretary of the New Zealand Locomotive Engineers, Firemen, and Cleaners' Association (Mr. W. M'Arley) states that no official information has been conveyed to the association as to when the Minister is going to meet and discuss their grievances, and the announcement in the newspapers was the first that they knew he was going to meet them. Some announcement had been made to M.P.'s to the effect that he would go into the locomotive men's grievances after Christmas, but nothing had come to the organisation in an official way so that it could be conveyed to their members. The attitude taken up by the Minister in the House is that the men's demands should be dealt with in the ordinary way. <box>254 271 358 426</box>
page-number: 6 <box>16 14 29 36</box>
subheadline: Teachers' Widows <box>383 965 456 975</box>
subheadline: DISCUSSION COMPLETED <box>392 118 447 135</box>
article-school-teachers-cont <box>481 52 583 1468</box>
article-body: Sir, — Mr. Thomas M. Milligan has through your columns courteously offered some explanation by way of reply to my letter of January 6. Like a true Ulsterman, he is silent on some points and most confident on others. I said the question of the Irish Home Rule was, upon which he was treated in the usual high fashion; and Mr. Milligan's informative regarding the result of the elections in Ireland makes it clear that the Nationalist party maintains its position. <box>706 709 817 793</box>
article-body: Sir, — Mr. Thomas M. Milligan has through your columns courteously offered some explanation by way of reply to my letter of January 6. Like a true Ulsterman, he is silent on some points and most confident on others. I said the question of the Irish Home Rule was, upon which he was treated in the usual high fashion; and Mr. Milligan's informative regarding the result of the elections in Ireland makes it clear that the Nationalist party maintains its position. <box>826 117 980 182</box>
headline: ENGINE MEN'S PAY <box>262 53 350 83</box>
article-body: Sir, — Your article in to-day's issue on Religious Objectors — well merely arouses interest in the important question with which it deals. <box>592 974 697 1006</box>
article-school-teachers <box>367 52 472 1468</box>
subheadline: LIQUOR FICTIONS AGAIN <box>597 359 693 380</box>
article-body: The great war picture, "Hearts of the World," is still being shown at Grand Opera House. It has three more showings and three more nights to run. "Hearts of the World" is among the greatest pictures ever produced, and is one of the productions of Mr. D. W. Griffith. <box>826 506 980 545</box>
article-body: The Recruiting Branch of the Defence Department, under the Director of Recruiting, was brought into existence for war purposes, and its task practically ended, as far as the Department was concerned, when the signing of the armistice made unnecessary the mobilisation of further drafts in New Zealand. The branch is now completing the records and preparing its final reports, preparatory to closing. Already its staff has been greatly reduced, and when the last file has been checked and tabulated most of the remaining members will be dispersed. A few will be re-absorbed in the Defence Department. It is highly desirable that the mass of valuable information the Recruiting Branch has accumulated should be fully classified and prepared for examination. This point occurs to one in an article published seven weeks ago, and it is since added force to an examination of the recruiting statistics, which are now approaching their final form. Something like 250,000 files, each representing a soldier or a reservist, are in the possession of the branch, and from these files it would be possible to extract information and deductions of the highest importance to the community. The medical records of men examined for military service reveal the state of health of the population in the age groups concerned, and a study of them would point the way to remedial measures. The returns show the number of men rejected in each military district, the causes of rejection, and the proportion of those passed as fit for active service. <box>18 614 146 858</box>
article-body: "Silas Stark" denies that partial Prohibition operates in London in the morning hours between 8 a.m. and 11 a.m., and declares that the statements of prohibitionists are mere fictions. Fiction No. 10 — "Mr. Barley, not knowing the conditions in London, is giving vague, irresponsible, unreliable assertions." Fact — Mr. Barley recently lived for a year in London, in a residential area. <box>592 498 697 575</box>
letters-to-the-editor-1 <box>706 52 817 1468</box>
article-body: Replying to the statement made by the Hon. Mr. Herries, Minister of Railways, the general secretary of the New Zealand Locomotive Engineers, Firemen, and Cleaners' Association (Mr. W. M'Arley) states that no official information has been conveyed to the association as to when the Minister is going to meet and discuss their grievances, and the announcement in the newspapers was the first that they knew he was going to meet them. Some announcement had been made to M.P.'s to the effect that he would go into the locomotive men's grievances after Christmas, but nothing had come to the organisation in an official way so that it could be conveyed to their members. The attitude taken up by the Minister in the House is that the men's demands should be dealt with in the ordinary way. <box>254 426 358 582</box>
headline: SCHOOL TEACHERS CONFER <box>374 53 465 98</box>
article-body: The Recruiting Branch of the Defence Department, under the Director of Recruiting, was brought into existence for war purposes, and its task practically ended, as far as the Department was concerned, when the signing of the armistice made unnecessary the mobilisation of further drafts in New Zealand. The branch is now completing the records and preparing its final reports, preparatory to closing. Already its staff has been greatly reduced, and when the last file has been checked and tabulated most of the remaining members will be dispersed. A few will be re-absorbed in the Defence Department. It is highly desirable that the mass of valuable information the Recruiting Branch has accumulated should be fully classified and prepared for examination. This point occurs to one in an article published seven weeks ago, and it is since added force to an examination of the recruiting statistics, which are now approaching their final form. Something like 250,000 files, each representing a soldier or a reservist, are in the possession of the branch, and from these files it would be possible to extract information and deductions of the highest importance to the community. The medical records of men examined for military service reveal the state of health of the population in the age groups concerned, and a study of them would point the way to remedial measures. The returns show the number of men rejected in each military district, the causes of rejection, and the proportion of those passed as fit for active service. <box>18 1350 146 1595</box>
column-rule <box>249 52 250 1468</box>
article-body: Mr. W. Phillips (Otago) presented the report of a committee set up to inquire into what was especially desirable in the site, building, and furniture of the public school. The report was as follows: The minimum area of the site for school buildings should be five acres, and whenever possible each site should be in the vicinity of a public park or recreation ground. <box>481 194 583 265</box>
subheadline: OUR WOOL CLIP <box>868 363 938 373</box>
article-body: Sir, — Mr. Thomas M. Milligan has through your columns courteously offered some explanation by way of reply to my letter of January 6. Like a true Ulsterman, he is silent on some points and most confident on others. I said the question of the Irish Home Rule was, upon which he was treated in the usual high fashion; and Mr. Milligan's informative regarding the result of the elections in Ireland makes it clear that the Nationalist party maintains its position. <box>706 113 817 196</box>
article-body: Mr. D. D. Freedman (Southland) moved: "That as the pension for widows and children of deceased teachers is totally inadequate, immediate steps be taken to have such pensions substantially increased." <box>367 977 472 1022</box>
article-body: Mr. Parkinson proposed the following amendments: "Sections 138 to 165 of the Education Act, 1914, shall submit, as hereinafter, a teacher dissatisfied with any ruling of the education board with respect to the grading or salary, or promotion or transfer, or dismissal, shall have a right of appeal to the appeal board." <box>367 900 472 964</box>
subheadline: A SCOTCH OPINION <box>861 374 945 383</box>
article-body: Sir, — Mr. Thomas M. Milligan has through your columns courteously offered some explanation by way of reply to my letter of January 6. Like a true Ulsterman, he is silent on some points and most confident on others. I said the question of the Irish Home Rule was, upon which he was treated in the usual high fashion; and Mr. Milligan's informative regarding the result of the elections in Ireland makes it clear that the Nationalist party maintains its position. <box>706 794 817 878</box>
article-body: Mr. Parkinson proposed the following amendments: "Sections 138 to 165 of the Education Act, 1914, shall submit, as hereinafter, a teacher dissatisfied with any ruling of the education board with respect to the grading or salary, or promotion or transfer, or dismissal, shall have a right of appeal to the appeal board." <box>367 768 472 832</box>
